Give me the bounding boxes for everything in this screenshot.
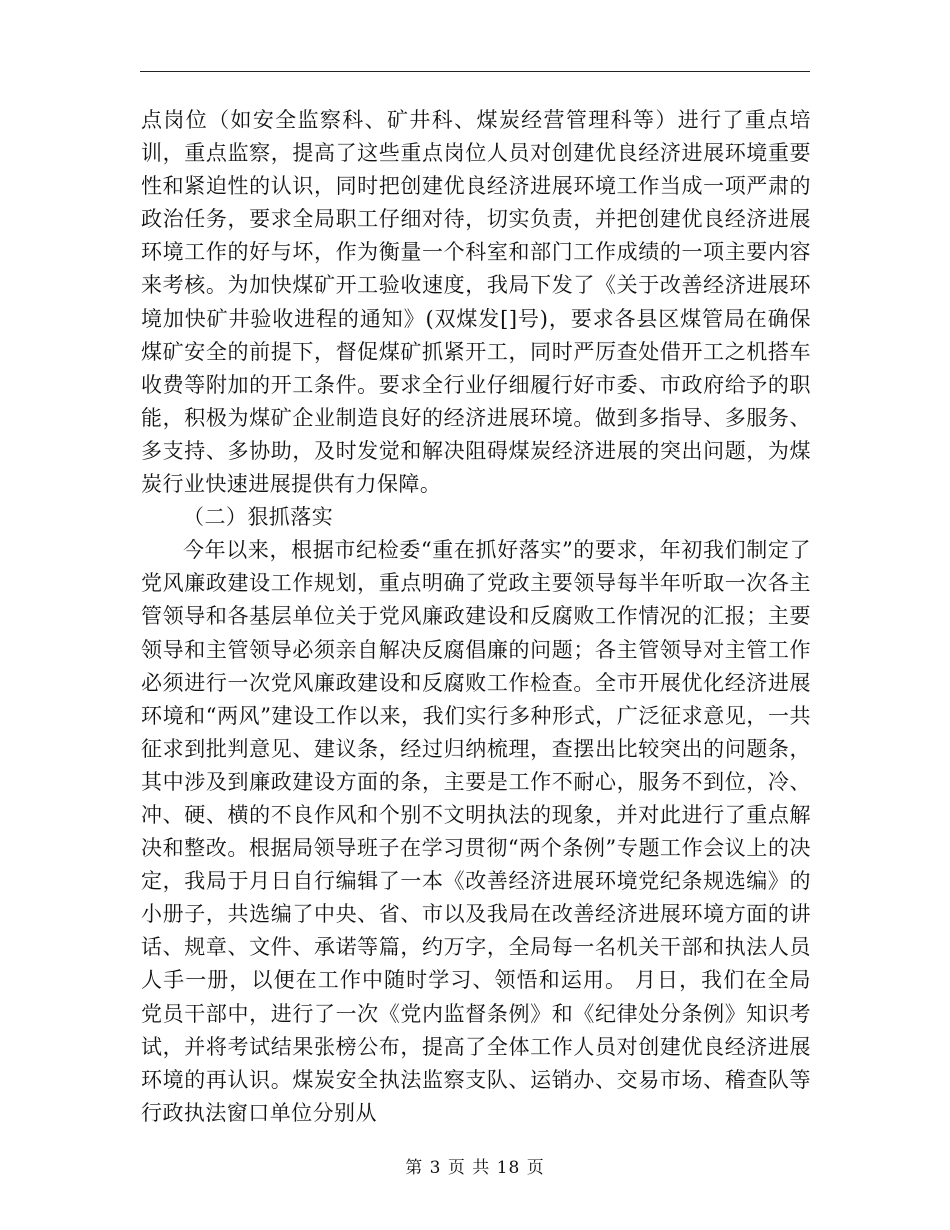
paragraph-2: 今年以来，根据市纪检委“重在抓好落实”的要求，年初我们制定了党风廉政建设工作规划，重点明确了党政主要领导每半年听取一次各主管领导和各基层单位关于党风廉政建设和反腐败工作情况的汇报；主要领导和主管领导必须亲自解决反腐倡廉的问题；各主管领导对主管工作必须进行一次党风廉政建设和反腐败工作检查。全市开展优化经济进展环境和“两风”建设工作以来，我们实行多种形式，广泛征求意见，一共征求到批判意见、建议条，经过归纳梳理，查摆出比较突出的问题条，其中涉及到廉政建设方面的条，主要是工作不耐心，服务不到位，冷、冲、硬、横的不良作风和个别不文明执法的现象，并对此进行了重点解决和整改。根据局领导班子在学习贯彻“两个条例”专题工作会议上的决定，我局于月日自行编辑了一本《改善经济进展环境党纪条规选编》的小册子，共选编了中央、省、市以及我局在改善经济进展环境方面的讲话、规章、文件、承诺等篇，约万字，全局每一名机关干部和执法人员人手一册，以便在工作中随时学习、领悟和运用。 月日，我们在全局党员干部中，进行了一次《党内监督条例》和《纪律处分条例》知识考试，并将考试结果张榜公布，提高了全体工作人员对创建优良经济进展环境的再认识。煤炭安全执法监察支队、运销办、交易市场、稽查队等行政执法窗口单位分别从 [141, 538, 811, 1125]
section-heading: （二）狠抓落实 [183, 505, 334, 530]
header-rule [140, 71, 810, 72]
paragraph-1: 点岗位（如安全监察科、矿井科、煤炭经营管理科等）进行了重点培训，重点监察，提高了这些重点岗位人员对创建优良经济进展环境重要性和紧迫性的认识，同时把创建优良经济进展环境工作当成一项严肃的政治任务，要求全局职工仔细对待，切实负责，并把创建优良经济进展环境工作的好与坏，作为衡量一个科室和部门工作成绩的一项主要内容来考核。为加快煤矿开工验收速度，我局下发了《关于改善经济进展环境加快矿井验收进程的通知》(双煤发[]号)，要求各县区煤管局在确保煤矿安全的前提下，督促煤矿抓紧开工，同时严厉查处借开工之机搭车收费等附加的开工条件。要求全行业仔细履行好市委、市政府给予的职能，积极为煤矿企业制造良好的经济进展环境。做到多指导、多服务、多支持、多协助，及时发觉和解决阻碍煤炭经济进展的突出问题，为煤炭行业快速进展提供有力保障。 [141, 108, 811, 497]
page-number: 第 3 页 共 18 页 [405, 1158, 545, 1178]
body-text [141, 104, 811, 1130]
